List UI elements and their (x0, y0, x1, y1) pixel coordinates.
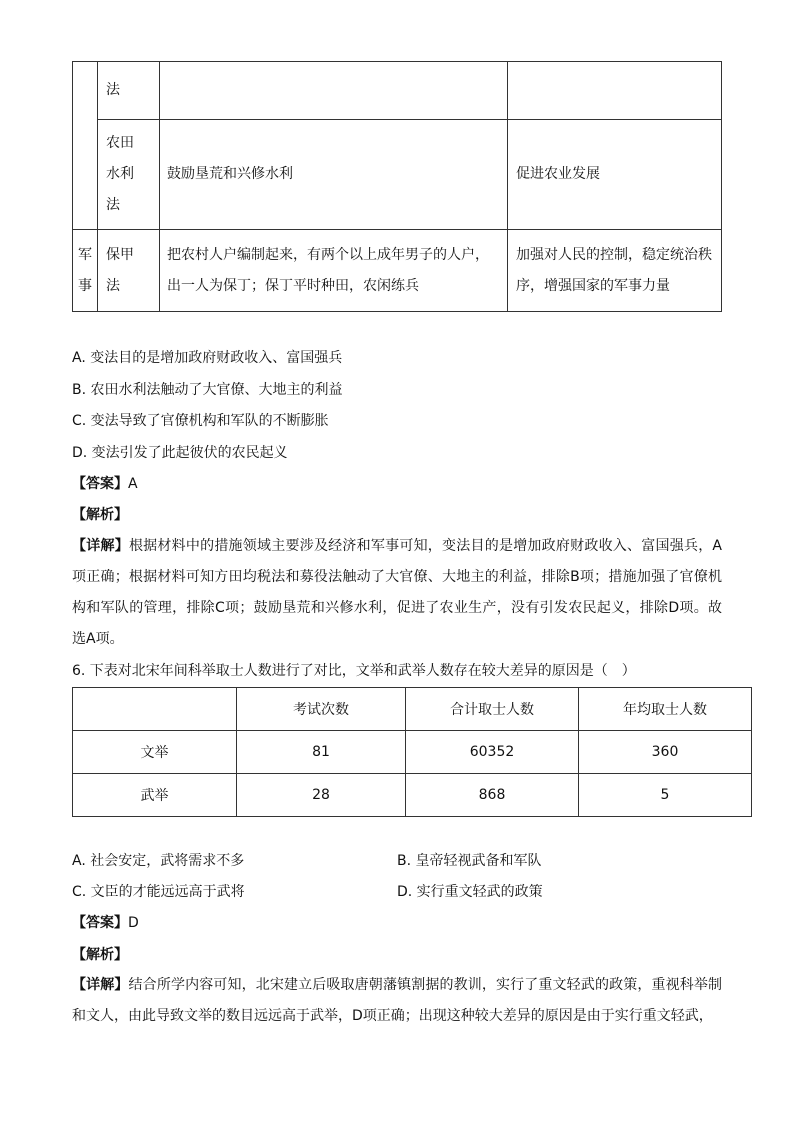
q5-option-c: C. 变法导致了官僚机构和军队的不断膨胀 (72, 413, 329, 429)
answer-label: 【答案】 (72, 915, 128, 931)
q6-option-a: A. 社会安定，武将需求不多 (72, 853, 245, 869)
category-line: 事 (78, 277, 92, 294)
measure-name-text: 法 (106, 82, 120, 98)
table-cell: 文举 (73, 731, 237, 774)
answer-label: 【答案】 (72, 476, 128, 492)
measure-name-cell (98, 230, 160, 312)
detail-label: 【详解】 (72, 538, 129, 554)
header-cell: 年均取士人数 (579, 688, 752, 731)
q6-option-d: D. 实行重文轻武的政策 (397, 884, 543, 900)
analysis-label: 【解析】 (72, 947, 128, 963)
q6-answer (72, 913, 139, 933)
measure-content-cell (160, 62, 508, 120)
detail-text: 结合所学内容可知，北宋建立后吸取唐朝藩镇割据的教训，实行了重文轻武的政策，重视科举制和文人，由此导致文举的数目远远高于武举，D项正确；出现这种较大差异的原因是由于实行重文轻武， (72, 977, 723, 1024)
measure-name-line: 农田 (106, 135, 134, 151)
detail-label: 【详解】 (72, 977, 129, 993)
table-row (73, 731, 752, 774)
table-cell: 武举 (73, 774, 237, 817)
measure-effect-line: 序，增强国家的军事力量 (516, 277, 670, 294)
table-cell: 60352 (406, 731, 579, 774)
q5-option-a: A. 变法目的是增加政府财政收入、富国强兵 (72, 350, 343, 366)
table-row (73, 120, 722, 230)
q5-option-d: D. 变法引发了此起彼伏的农民起义 (72, 445, 288, 461)
measure-content-cell (160, 230, 508, 312)
measure-content-line: 把农村人户编制起来，有两个以上成年男子的人户， (167, 246, 489, 263)
q5-option-b: B. 农田水利法触动了大官僚、大地主的利益 (72, 382, 343, 398)
table-cell: 360 (579, 731, 752, 774)
table-cell: 28 (237, 774, 406, 817)
detail-text: 根据材料中的措施领域主要涉及经济和军事可知，变法目的是增加政府财政收入、富国强兵，A项正确；根据材料可知方田均税法和募役法触动了大官僚、大地主的利益，排除B项；措施加强了官僚机构和军队的管理，排除C项；鼓励垦荒和兴修水利，促进了农业生产，没有引发农民起义，排除D项。故选A项。 (72, 538, 723, 647)
q6-analysis-label (72, 945, 128, 965)
measure-content-cell: 鼓励垦荒和兴修水利 (160, 120, 508, 230)
measure-effect-line: 加强对人民的控制，稳定统治秩 (516, 246, 712, 263)
category-cell-economy (73, 62, 98, 230)
q6-detail (72, 970, 722, 1032)
category-line: 军 (78, 246, 92, 263)
table-header-row (73, 688, 752, 731)
measure-name-line: 水利 (106, 166, 134, 182)
analysis-label: 【解析】 (72, 507, 128, 523)
q5-detail (72, 531, 722, 655)
table-cell: 868 (406, 774, 579, 817)
reform-measures-table (72, 61, 722, 312)
exam-stats-table (72, 687, 752, 817)
answer-value: D (128, 915, 139, 931)
header-cell: 合计取士人数 (406, 688, 579, 731)
q5-analysis-label (72, 505, 128, 525)
table-row (73, 774, 752, 817)
table-cell: 5 (579, 774, 752, 817)
table-row (73, 230, 722, 312)
measure-effect-cell (508, 62, 722, 120)
answer-value: A (128, 476, 138, 492)
measure-effect-cell: 促进农业发展 (508, 120, 722, 230)
measure-name-line: 法 (106, 197, 120, 213)
measure-name-line: 法 (106, 277, 120, 294)
header-cell (73, 688, 237, 731)
q6-stem: 6. 下表对北宋年间科举取士人数进行了对比，文举和武举人数存在较大差异的原因是（ ） (72, 663, 636, 679)
header-cell: 考试次数 (237, 688, 406, 731)
measure-name-cell (98, 120, 160, 230)
q6-option-b: B. 皇帝轻视武备和军队 (397, 853, 542, 869)
q5-answer (72, 474, 138, 494)
measure-effect-cell (508, 230, 722, 312)
measure-name-cell (98, 62, 160, 120)
q6-option-c: C. 文臣的才能远远高于武将 (72, 884, 245, 900)
measure-name-line: 保甲 (106, 246, 134, 263)
table-cell: 81 (237, 731, 406, 774)
table-row (73, 62, 722, 120)
category-cell-military (73, 230, 98, 312)
measure-content-line: 出一人为保丁；保丁平时种田，农闲练兵 (167, 277, 419, 294)
